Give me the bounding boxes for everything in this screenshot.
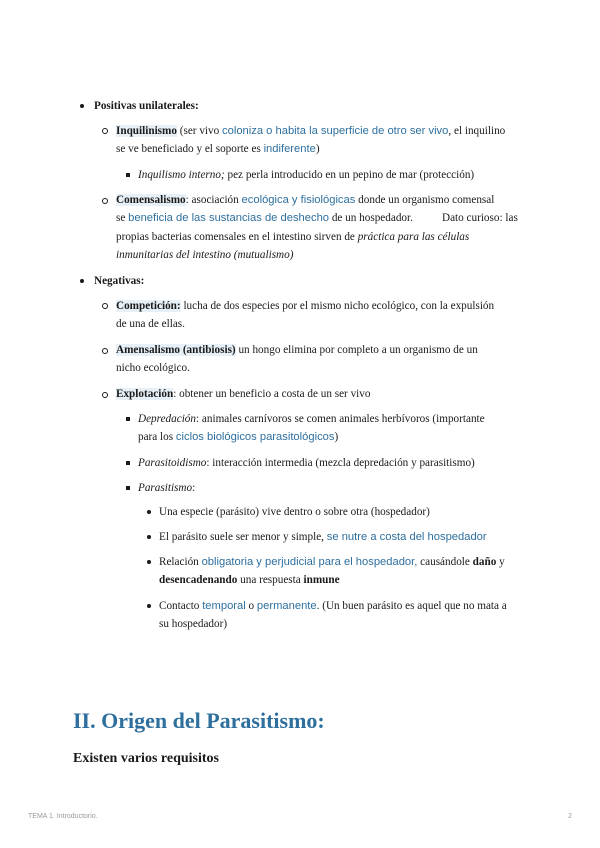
text: lucha de dos especies por el mismo nicho ecológico, con la expulsión bbox=[180, 300, 495, 312]
bullet-circle bbox=[102, 128, 108, 134]
bullet-circle bbox=[102, 303, 108, 309]
text: : animales carnívoros se comen animales herbívoros (importante bbox=[196, 413, 485, 425]
text: un hongo elimina por completo a un organismo de un bbox=[235, 344, 478, 356]
text: . (Un buen parásito es aquel que no mata a bbox=[316, 600, 507, 612]
parasitismo-item-d-1 bbox=[159, 597, 507, 616]
comensalismo-line-2 bbox=[116, 209, 413, 228]
text: ) bbox=[315, 143, 320, 155]
text: Parasitismo bbox=[138, 482, 193, 494]
text: Parasitoidismo bbox=[138, 457, 207, 469]
depredacion-line-2 bbox=[138, 428, 338, 447]
text: El parásito suele ser menor y simple, bbox=[159, 531, 327, 543]
bullet-square bbox=[126, 461, 130, 465]
text: y bbox=[496, 556, 505, 568]
text: desencadenando bbox=[159, 574, 238, 586]
bullet-disc bbox=[147, 560, 151, 564]
bullet-disc bbox=[80, 104, 84, 108]
bullet-square bbox=[126, 417, 130, 421]
parasitismo-line bbox=[138, 479, 195, 498]
bullet-square bbox=[126, 486, 130, 490]
bullet-disc bbox=[147, 510, 151, 514]
inquilinismo-term: Inquilinismo bbox=[116, 125, 177, 137]
text: de un hospedador. bbox=[329, 212, 413, 224]
text: , el inquilino bbox=[448, 125, 506, 137]
bullet-circle bbox=[102, 198, 108, 204]
text: : obtener un beneficio a costa de un ser vivo bbox=[173, 388, 371, 400]
text: temporal bbox=[202, 600, 246, 612]
text: Explotación bbox=[116, 388, 174, 400]
bullet-disc bbox=[80, 279, 84, 283]
text: beneficia de las sustancias de deshecho bbox=[128, 212, 330, 224]
text: Inquilismo interno; bbox=[138, 169, 225, 181]
parasitismo-item-a: Una especie (parásito) vive dentro o sobre otra (hospedador) bbox=[159, 506, 430, 518]
text: permanente bbox=[256, 600, 317, 612]
text: ) bbox=[334, 431, 339, 443]
text: Relación bbox=[159, 556, 202, 568]
text: Contacto bbox=[159, 600, 203, 612]
parasitismo-item-c-2 bbox=[159, 571, 340, 590]
text: (ser vivo bbox=[176, 125, 223, 137]
bullet-disc bbox=[147, 604, 151, 608]
inquilinismo-example bbox=[138, 166, 474, 185]
competicion-line-1 bbox=[116, 297, 494, 316]
text: : interacción intermedia (mezcla depredación y parasitismo) bbox=[206, 457, 475, 469]
negativas-heading: Negativas: bbox=[94, 275, 145, 287]
text: donde un organismo comensal bbox=[355, 194, 495, 206]
bullet-circle bbox=[102, 392, 108, 398]
text: obligatoria y perjudicial para el hospedador, bbox=[201, 556, 418, 568]
positivas-heading: Positivas unilaterales: bbox=[94, 100, 199, 112]
text: se bbox=[116, 212, 129, 224]
parasitismo-item-d-2: su hospedador) bbox=[159, 618, 228, 630]
comensalismo-dato: Dato curioso: las bbox=[442, 212, 518, 224]
competicion-line-2: de una de ellas. bbox=[116, 318, 185, 330]
section-subtitle: Existen varios requisitos bbox=[73, 751, 219, 766]
parasitismo-item-b bbox=[159, 528, 487, 547]
text: se ve beneficiado y el soporte es bbox=[116, 143, 264, 155]
text: propias bacterias comensales en el intestino sirven de bbox=[116, 231, 358, 243]
amensalismo-line-1 bbox=[116, 341, 478, 360]
text: Amensalismo (antibiosis) bbox=[116, 344, 236, 356]
text: o bbox=[245, 600, 257, 612]
bullet-square bbox=[126, 173, 130, 177]
inquilinismo-line-1 bbox=[116, 122, 505, 141]
text: : asociación bbox=[185, 194, 242, 206]
text: Competición: bbox=[116, 300, 181, 312]
explotacion-line bbox=[116, 385, 370, 404]
text: pez perla introducido en un pepino de mar (protección) bbox=[224, 169, 475, 181]
text: ecológica y fisiológicas bbox=[241, 194, 356, 206]
bullet-disc bbox=[147, 535, 151, 539]
amensalismo-line-2: nicho ecológico. bbox=[116, 362, 190, 374]
text: inmune bbox=[303, 574, 340, 586]
inquilinismo-line-2 bbox=[116, 140, 320, 159]
text: : bbox=[192, 482, 196, 494]
inquilinismo-highlight: coloniza o habita la superficie de otro ser vivo bbox=[222, 125, 449, 137]
comensalismo-line-3 bbox=[116, 228, 469, 247]
indiferente-highlight: indiferente bbox=[263, 143, 316, 155]
footer-course-label: TEMA 1. Introductorio. bbox=[28, 813, 98, 820]
text: una respuesta bbox=[237, 574, 304, 586]
text: para los bbox=[138, 431, 176, 443]
parasitismo-item-c-1 bbox=[159, 553, 505, 572]
comensalismo-line-1 bbox=[116, 191, 494, 210]
text: causándole bbox=[417, 556, 473, 568]
depredacion-line-1 bbox=[138, 410, 485, 429]
text: práctica para las células bbox=[357, 231, 470, 243]
text: ciclos biológicos parasitológicos bbox=[175, 431, 335, 443]
parasitoidismo-line bbox=[138, 454, 475, 473]
page-number: 2 bbox=[568, 813, 572, 820]
section-title: II. Origen del Parasitismo: bbox=[73, 708, 325, 733]
comensalismo-term: Comensalismo bbox=[116, 194, 186, 206]
text: se nutre a costa del hospedador bbox=[326, 531, 487, 543]
text: Depredación bbox=[138, 413, 196, 425]
bullet-circle bbox=[102, 348, 108, 354]
text: daño bbox=[472, 556, 497, 568]
comensalismo-line-4: inmunitarias del intestino (mutualismo) bbox=[116, 249, 294, 261]
